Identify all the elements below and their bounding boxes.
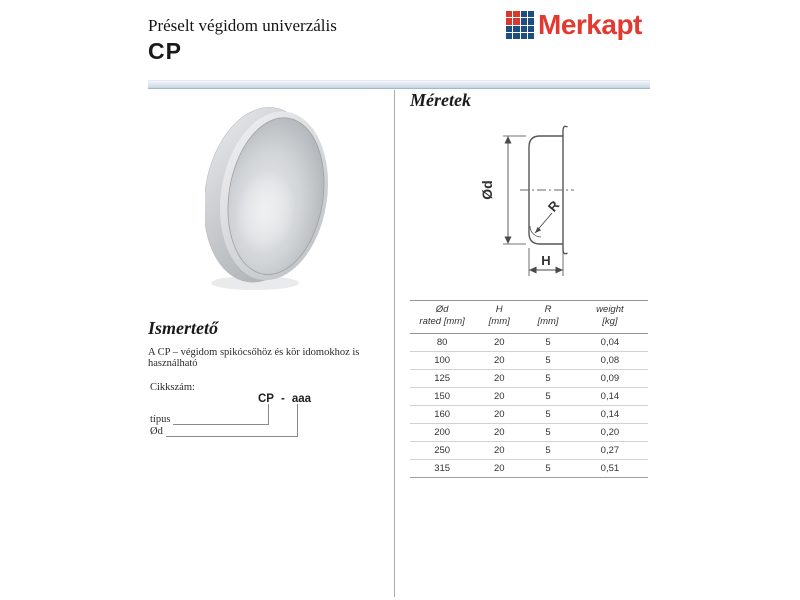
table-cell: 0,08	[572, 351, 648, 369]
dimensions-table-header-row	[410, 301, 648, 334]
table-cell: 20	[474, 459, 524, 477]
table-cell: 5	[524, 423, 572, 441]
table-cell: 5	[524, 441, 572, 459]
drawing-height-label: H	[541, 253, 551, 268]
column-header: weight [kg]	[572, 301, 648, 334]
product-photo	[205, 101, 345, 293]
logo-wordmark: Merkapt	[538, 9, 642, 40]
code-suffix: aaa	[291, 393, 312, 405]
table-cell: 0,20	[572, 423, 648, 441]
legend-label-od: Ød	[150, 426, 163, 437]
technical-drawing	[462, 106, 662, 291]
drawing-diameter-label: Ød	[479, 180, 495, 200]
table-cell: 100	[410, 351, 474, 369]
column-header: Ød rated [mm]	[410, 301, 474, 334]
table-cell: 0,09	[572, 369, 648, 387]
table-cell: 5	[524, 333, 572, 351]
table-cell: 20	[474, 441, 524, 459]
table-row	[410, 423, 648, 441]
table-cell: 0,27	[572, 441, 648, 459]
article-number-label: Cikkszám:	[150, 382, 195, 393]
code-prefix: CP	[258, 393, 274, 405]
dimensions-heading: Méretek	[410, 90, 471, 110]
drawing-radius-label: R	[544, 197, 563, 215]
table-cell: 5	[524, 351, 572, 369]
column-header: H [mm]	[474, 301, 524, 334]
table-cell: 20	[474, 369, 524, 387]
table-row	[410, 369, 648, 387]
legend-label-tipus: típus	[150, 414, 171, 425]
company-logo	[506, 11, 642, 39]
table-cell: 0,04	[572, 333, 648, 351]
table-cell: 20	[474, 423, 524, 441]
description-heading: Ismertető	[148, 318, 218, 338]
table-row	[410, 387, 648, 405]
dimensions-table-body	[410, 333, 648, 477]
table-cell: 5	[524, 405, 572, 423]
table-row	[410, 459, 648, 477]
code-separator: -	[280, 393, 285, 405]
table-cell: 20	[474, 351, 524, 369]
table-cell: 20	[474, 387, 524, 405]
table-cell: 20	[474, 405, 524, 423]
legend-connector-od	[166, 404, 298, 437]
table-cell: 0,14	[572, 405, 648, 423]
table-row	[410, 333, 648, 351]
dimensions-table	[410, 300, 648, 478]
table-cell: 150	[410, 387, 474, 405]
table-cell: 125	[410, 369, 474, 387]
table-row	[410, 441, 648, 459]
column-divider	[394, 90, 395, 597]
product-code-title: CP	[148, 38, 182, 64]
table-cell: 250	[410, 441, 474, 459]
description-text: A CP – végidom spikócsőhöz és kör idomokhoz is használható	[148, 347, 360, 369]
table-cell: 200	[410, 423, 474, 441]
table-cell: 20	[474, 333, 524, 351]
page-title: Préselt végidom univerzális	[148, 16, 337, 35]
header-divider-bar	[148, 80, 650, 89]
table-cell: 0,14	[572, 387, 648, 405]
table-cell: 160	[410, 405, 474, 423]
table-cell: 0,51	[572, 459, 648, 477]
table-row	[410, 351, 648, 369]
table-cell: 80	[410, 333, 474, 351]
table-row	[410, 405, 648, 423]
table-cell: 5	[524, 369, 572, 387]
table-cell: 315	[410, 459, 474, 477]
logo-mosaic-icon	[506, 11, 534, 39]
table-cell: 5	[524, 459, 572, 477]
table-cell: 5	[524, 387, 572, 405]
column-header: R [mm]	[524, 301, 572, 334]
